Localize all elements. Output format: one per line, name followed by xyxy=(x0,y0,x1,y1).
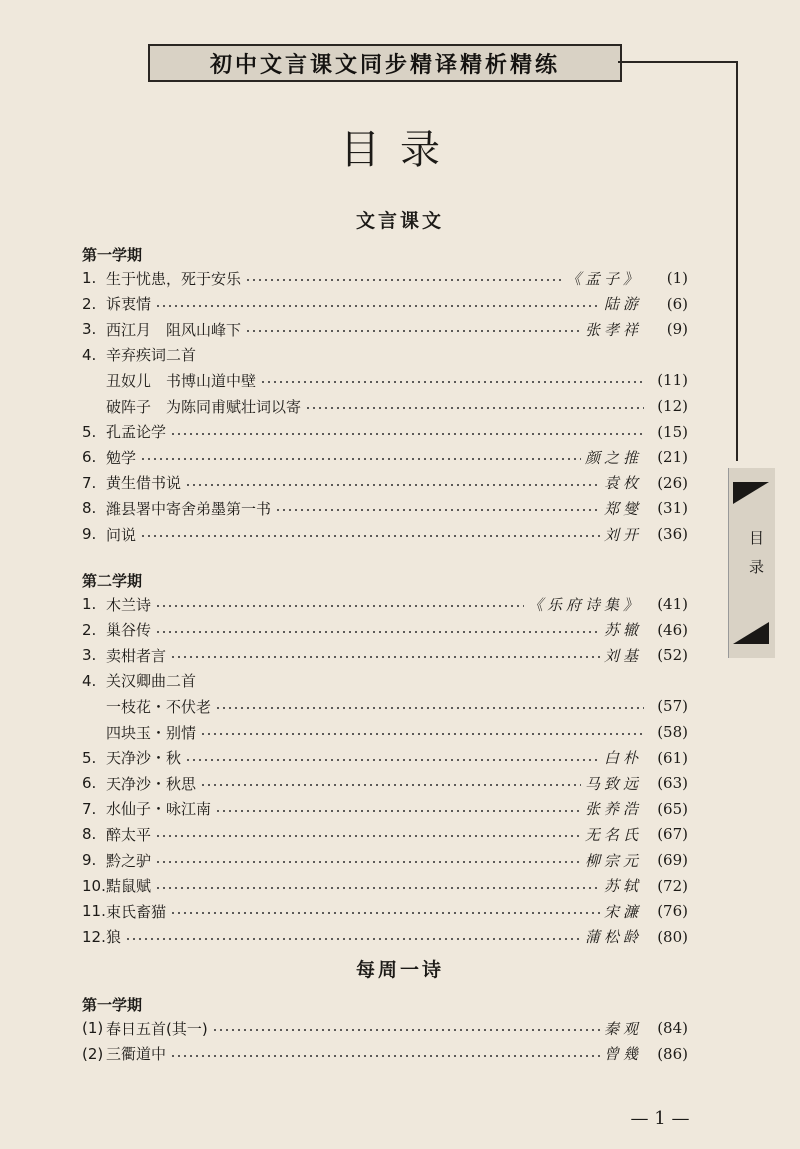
toc-entry[interactable] xyxy=(82,317,688,341)
entry-page: (63) xyxy=(657,774,688,793)
leader-dots xyxy=(200,784,581,786)
toc-entry[interactable] xyxy=(82,899,688,923)
leader-dots xyxy=(275,509,600,511)
entry-page: (1) xyxy=(666,269,688,287)
toc-entry[interactable] xyxy=(82,592,688,616)
entry-page: (69) xyxy=(657,851,688,869)
entry-page: (6) xyxy=(666,294,688,313)
leader-dots xyxy=(245,330,581,332)
entry-page: (12) xyxy=(657,397,688,415)
entry-title: 束氏畜猫 xyxy=(106,902,167,921)
toc-entry[interactable] xyxy=(82,266,688,290)
entry-title: 勉学 xyxy=(106,448,137,467)
entry-title: 西江月 阻风山峰下 xyxy=(106,320,242,339)
entry-title: 破阵子 为陈同甫赋壮词以寄 xyxy=(106,397,302,416)
toc-entry[interactable] xyxy=(82,925,688,949)
toc-entry[interactable] xyxy=(82,420,688,444)
entry-title: 醉太平 xyxy=(106,825,152,844)
entry-author: 苏轼 xyxy=(603,877,642,896)
entry-title: 黄生借书说 xyxy=(106,474,182,493)
entry-number: 3. xyxy=(82,646,97,665)
entry-title: 问说 xyxy=(106,525,137,544)
entry-author: 蒲松龄 xyxy=(584,928,642,947)
entry-author: 秦观 xyxy=(603,1019,642,1038)
leader-dots xyxy=(155,631,600,633)
header-rule xyxy=(618,61,736,63)
entry-title: 诉衷情 xyxy=(106,295,152,314)
toc-entry[interactable] xyxy=(82,771,688,795)
toc-entry[interactable] xyxy=(82,292,688,316)
entry-author: 袁枚 xyxy=(603,474,642,493)
entry-page: (15) xyxy=(657,422,688,441)
leader-dots xyxy=(155,861,581,863)
entry-title: 木兰诗 xyxy=(106,595,152,614)
entry-number: 7. xyxy=(82,473,97,492)
entry-page: (52) xyxy=(657,646,688,665)
leader-dots xyxy=(185,759,600,761)
entry-author: 曾幾 xyxy=(603,1045,642,1064)
entry-author: 陆游 xyxy=(603,295,642,314)
entry-number: 1. xyxy=(82,595,97,613)
toc-entry[interactable] xyxy=(82,797,688,821)
leader-dots xyxy=(140,535,600,537)
entry-title: 天净沙・秋思 xyxy=(106,774,197,793)
toc-entry[interactable] xyxy=(82,669,688,693)
entry-title: 巢谷传 xyxy=(106,621,152,640)
entry-number: (1) xyxy=(82,1019,104,1037)
entry-title: 天净沙・秋 xyxy=(106,749,182,768)
entry-author: 张养浩 xyxy=(584,800,642,819)
section-title-wenyan: 文言课文 xyxy=(355,210,444,232)
entry-page: (67) xyxy=(657,825,688,844)
leader-dots xyxy=(200,356,684,358)
entry-title: 狼 xyxy=(106,928,122,947)
entry-page: (31) xyxy=(657,499,688,518)
entry-author: 刘基 xyxy=(603,646,642,665)
term-label-weekly-1: 第一学期 xyxy=(82,996,143,1014)
leader-dots xyxy=(215,707,644,709)
entry-number: 9. xyxy=(82,851,97,869)
entry-author: 白朴 xyxy=(603,749,642,768)
entry-number: 11. xyxy=(82,902,106,921)
entry-title: 辛弃疾词二首 xyxy=(106,346,197,365)
entry-author: 《孟子》 xyxy=(565,269,642,288)
leader-dots xyxy=(185,484,600,486)
entry-page: (41) xyxy=(657,595,688,613)
entry-page: (80) xyxy=(657,927,688,946)
toc-entry[interactable] xyxy=(82,343,688,367)
page-number: — 1 — xyxy=(630,1108,690,1129)
entry-page: (86) xyxy=(657,1044,688,1063)
page-title: 目录 xyxy=(340,127,460,173)
entry-title: 四块玉・别情 xyxy=(106,723,197,742)
entry-page: (57) xyxy=(657,697,688,716)
entry-author: 颜之推 xyxy=(584,448,642,467)
triangle-marker-icon xyxy=(733,482,769,504)
term-label-2: 第二学期 xyxy=(82,572,143,590)
toc-entry[interactable] xyxy=(82,848,688,872)
toc-entry[interactable] xyxy=(106,694,688,718)
toc-entry[interactable] xyxy=(106,394,688,418)
entry-author: 苏辙 xyxy=(603,621,642,640)
toc-entry[interactable] xyxy=(82,1042,688,1066)
toc-entry[interactable] xyxy=(82,874,688,898)
entry-title: 水仙子・咏江南 xyxy=(106,800,212,819)
toc-entry[interactable] xyxy=(106,368,688,392)
toc-entry[interactable] xyxy=(82,445,688,469)
triangle-marker-icon xyxy=(733,622,769,644)
book-title-banner xyxy=(148,44,622,82)
entry-title: 孔孟论学 xyxy=(106,423,167,442)
leader-dots xyxy=(170,1055,600,1057)
toc-entry[interactable] xyxy=(82,471,688,495)
entry-number: 6. xyxy=(82,774,97,793)
section-side-tab xyxy=(728,468,775,658)
entry-number: 4. xyxy=(82,345,97,364)
entry-number: 8. xyxy=(82,499,97,518)
leader-dots xyxy=(140,458,581,460)
entry-author: 《乐府诗集》 xyxy=(527,595,642,614)
term-label-1: 第一学期 xyxy=(82,246,143,264)
entry-author: 无名氏 xyxy=(584,825,642,844)
entry-number: 2. xyxy=(82,294,97,313)
entry-page: (58) xyxy=(657,723,688,741)
margin-rule xyxy=(736,61,738,461)
entry-title: 一枝花・不伏老 xyxy=(106,697,212,716)
entry-author: 马致远 xyxy=(584,774,642,793)
entry-number: 4. xyxy=(82,671,97,690)
toc-entry[interactable] xyxy=(82,643,688,667)
entry-page: (26) xyxy=(657,473,688,492)
entry-page: (9) xyxy=(666,320,688,339)
leader-dots xyxy=(200,682,684,684)
entry-number: 6. xyxy=(82,448,97,467)
entry-page: (84) xyxy=(657,1019,688,1037)
leader-dots xyxy=(170,912,600,914)
leader-dots xyxy=(212,1029,600,1031)
leader-dots xyxy=(170,433,644,435)
leader-dots xyxy=(305,407,644,409)
entry-title: 春日五首(其一) xyxy=(106,1019,208,1038)
book-title: 初中文言课文同步精译精析精练 xyxy=(209,51,560,78)
leader-dots xyxy=(155,605,524,607)
toc-entry[interactable] xyxy=(106,720,688,744)
toc-entry[interactable] xyxy=(82,746,688,770)
entry-page: (36) xyxy=(657,525,688,543)
entry-number: 3. xyxy=(82,320,97,339)
toc-entry[interactable] xyxy=(82,496,688,520)
toc-entry[interactable] xyxy=(82,522,688,546)
entry-author: 宋濂 xyxy=(603,902,642,921)
leader-dots xyxy=(170,656,600,658)
entry-title: 潍县署中寄舍弟墨第一书 xyxy=(106,499,272,518)
entry-title: 黔之驴 xyxy=(106,851,152,870)
entry-page: (76) xyxy=(657,902,688,921)
entry-page: (72) xyxy=(657,876,688,895)
entry-title: 三衢道中 xyxy=(106,1045,167,1064)
entry-author: 张孝祥 xyxy=(584,320,642,339)
entry-number: 12. xyxy=(82,927,106,946)
entry-title: 黠鼠赋 xyxy=(106,877,152,896)
entry-title: 丑奴儿 书博山道中壁 xyxy=(106,371,257,390)
entry-page: (46) xyxy=(657,620,688,639)
entry-author: 柳宗元 xyxy=(584,851,642,870)
leader-dots xyxy=(155,887,600,889)
leader-dots xyxy=(200,733,644,735)
entry-title: 关汉卿曲二首 xyxy=(106,672,197,691)
entry-page: (11) xyxy=(657,371,688,390)
entry-page: (61) xyxy=(657,748,688,767)
entry-number: 9. xyxy=(82,525,97,543)
side-tab-label: 目录 xyxy=(747,530,765,588)
leader-dots xyxy=(155,835,581,837)
entry-number: 1. xyxy=(82,269,97,287)
entry-title: 卖柑者言 xyxy=(106,646,167,665)
toc-entry[interactable] xyxy=(82,822,688,846)
entry-number: 5. xyxy=(82,422,97,441)
leader-dots xyxy=(155,305,600,307)
section-title-weekly-poem: 每周一诗 xyxy=(355,959,444,981)
entry-number: 8. xyxy=(82,825,97,844)
entry-number: (2) xyxy=(82,1044,104,1063)
entry-title: 生于忧患，死于安乐 xyxy=(106,269,242,288)
leader-dots xyxy=(125,938,581,940)
leader-dots xyxy=(215,810,581,812)
entry-page: (21) xyxy=(657,448,688,467)
toc-entry[interactable] xyxy=(82,618,688,642)
entry-number: 10. xyxy=(82,876,106,895)
entry-page: (65) xyxy=(657,799,688,818)
leader-dots xyxy=(245,279,562,281)
entry-number: 7. xyxy=(82,799,97,818)
entry-number: 2. xyxy=(82,620,97,639)
entry-author: 刘开 xyxy=(603,525,642,544)
entry-number: 5. xyxy=(82,748,97,767)
leader-dots xyxy=(260,381,644,383)
entry-author: 郑燮 xyxy=(603,499,642,518)
toc-entry[interactable] xyxy=(82,1016,688,1040)
